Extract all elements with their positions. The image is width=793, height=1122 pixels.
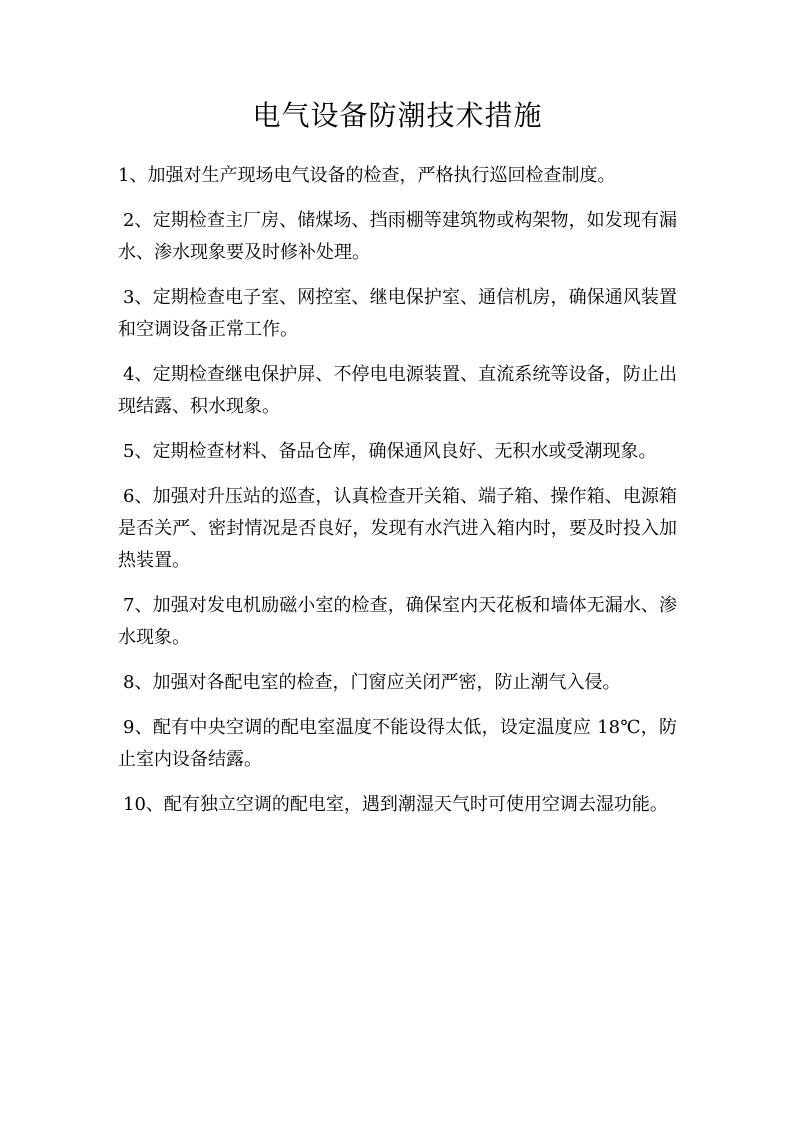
paragraph-item-2: 2、定期检查主厂房、储煤场、挡雨棚等建筑物或构架物，如发现有漏水、渗水现象要及时修补处理。 xyxy=(118,210,677,263)
paragraph-item-4: 4、定期检查继电保护屏、不停电电源装置、直流系统等设备，防止出现结露、积水现象。 xyxy=(118,364,677,417)
paragraph-item-9: 9、配有中央空调的配电室温度不能设得太低，设定温度应 18℃，防止室内设备结露。 xyxy=(118,717,677,770)
paragraph-item-8: 8、加强对各配电室的检查，门窗应关闭严密，防止潮气入侵。 xyxy=(123,672,621,693)
paragraph-item-10: 10、配有独立空调的配电室，遇到潮湿天气时可使用空调去湿功能。 xyxy=(123,794,668,815)
paragraph-item-5: 5、定期检查材料、备品仓库，确保通风良好、无积水或受潮现象。 xyxy=(123,441,657,462)
paragraph-item-3: 3、定期检查电子室、网控室、继电保护室、通信机房，确保通风装置和空调设备正常工作。 xyxy=(118,287,677,340)
paragraph-item-6: 6、加强对升压站的巡查，认真检查开关箱、端子箱、操作箱、电源箱是否关严、密封情况是否良好，发现有水汽进入箱内时，要及时投入加热装置。 xyxy=(118,486,677,571)
document-body xyxy=(118,160,677,821)
paragraph-item-7: 7、加强对发电机励磁小室的检查，确保室内天花板和墙体无漏水、渗水现象。 xyxy=(118,595,677,648)
document-title: 电气设备防潮技术措施 xyxy=(252,99,543,132)
paragraph-item-1: 1、加强对生产现场电气设备的检查，严格执行巡回检查制度。 xyxy=(118,165,616,186)
